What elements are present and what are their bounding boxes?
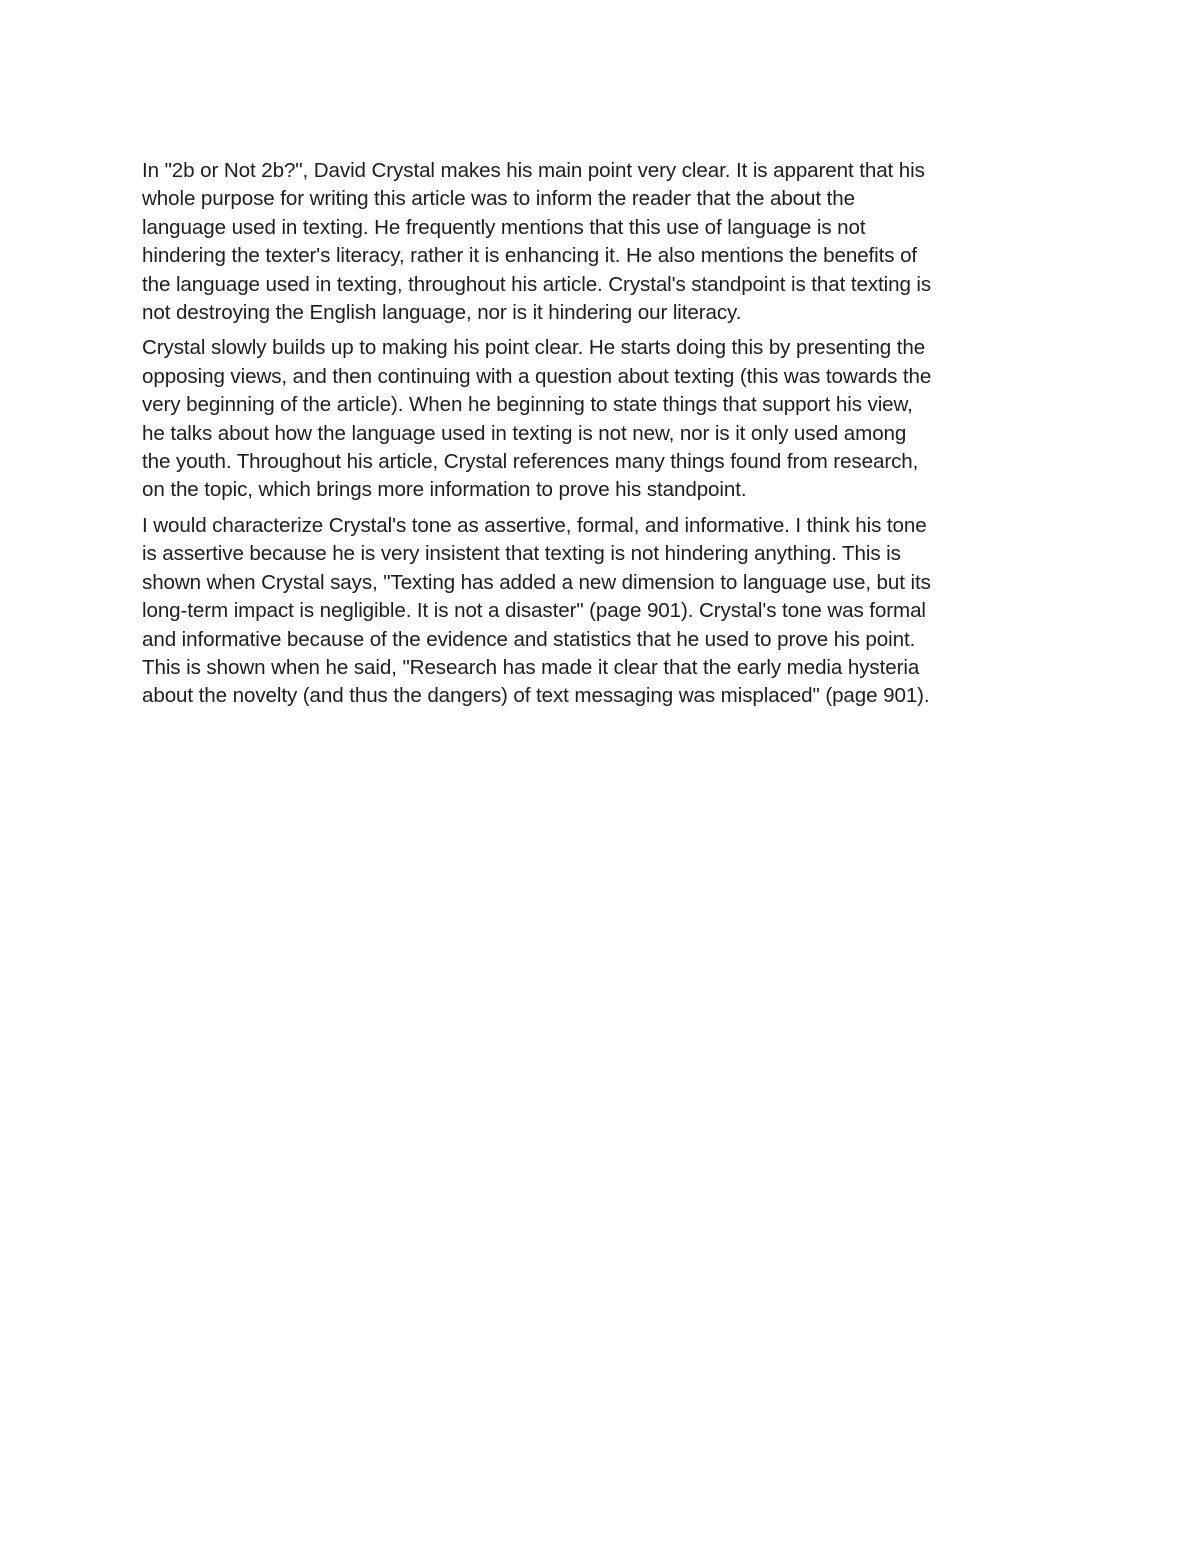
paragraph-builds-up: Crystal slowly builds up to making his point clear. He starts doing this by presenting the opposing views, and then continuing with a question about texting (this was towards the very beginning of the article). When he beginning to state things that support his view, he talks about how the language used in texting is not new, nor is it only used among the youth. Throughout his article, Crystal references many things found from research, on the topic, which brings more information to prove his standpoint.: [142, 336, 932, 502]
document-body: [142, 157, 1062, 718]
paragraph-main-point: In "2b or Not 2b?", David Crystal makes his main point very clear. It is apparent that his whole purpose for writing this article was to inform the reader that the about the language used in texting. He frequently mentions that this use of language is not hindering the texter's literacy, rather it is enhancing it. He also mentions the benefits of the language used in texting, throughout his article. Crystal's standpoint is that texting is not destroying the English language, nor is it hindering our literacy.: [142, 159, 932, 325]
paragraph-tone: I would characterize Crystal's tone as assertive, formal, and informative. I think his tone is assertive because he is very insistent that texting is not hindering anything. This is shown when Crystal says, "Texting has added a new dimension to language use, but its long-term impact is negligible. It is not a disaster" (page 901). Crystal's tone was formal and informative because of the evidence and statistics that he used to prove his point. This is shown when he said, "Research has made it clear that the early media hysteria about the novelty (and thus the dangers) of text messaging was misplaced" (page 901).: [142, 513, 931, 708]
